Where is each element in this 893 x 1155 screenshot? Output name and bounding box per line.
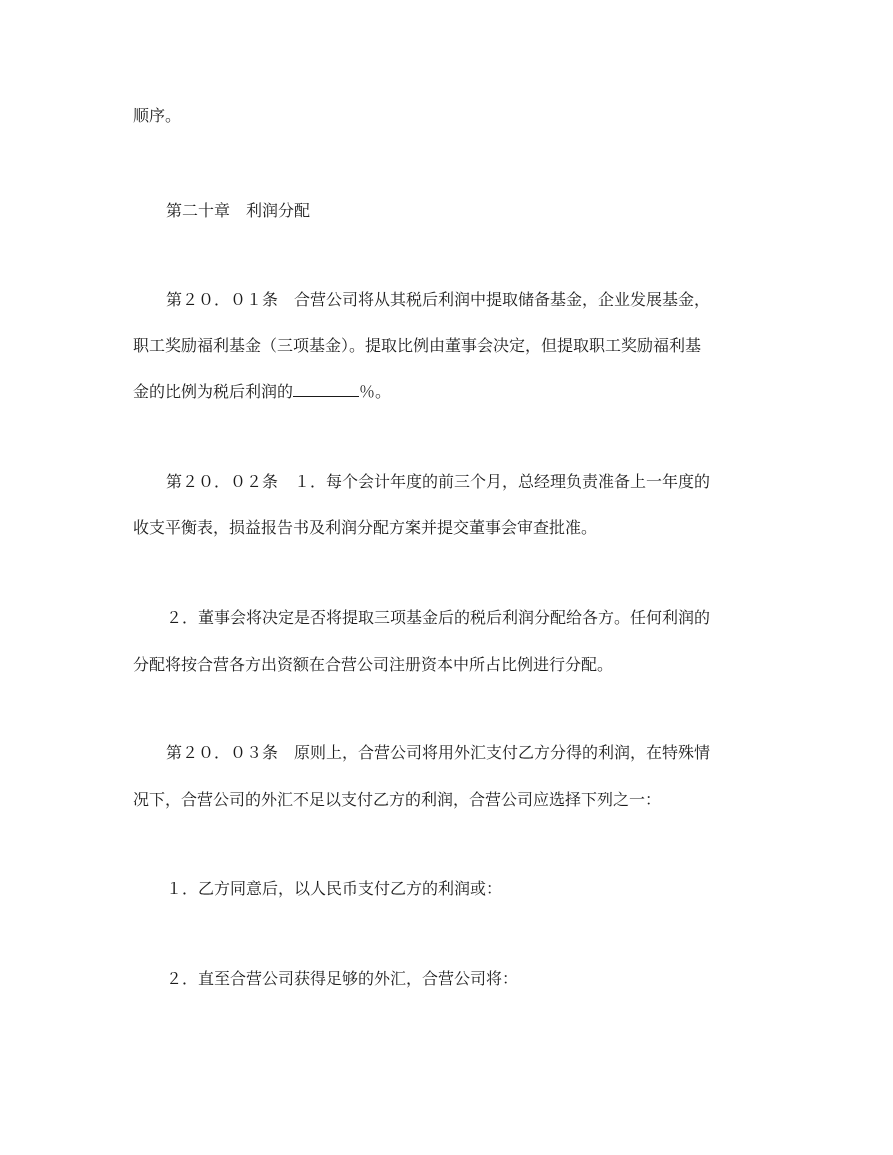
article-20-02-line-1: 第２０．０２条 １．每个会计年度的前三个月，总经理负责准备上一年度的 [166, 472, 711, 491]
article-20-02-line-2: 收支平衡表，损益报告书及利润分配方案并提交董事会审查批准。 [133, 518, 598, 537]
article-20-01-line-1: 第２０．０１条 合营公司将从其税后利润中提取储备基金，企业发展基金， [166, 290, 711, 309]
percentage-suffix: ％。 [359, 382, 392, 401]
article-20-03-line-2: 况下，合营公司的外汇不足以支付乙方的利润，合营公司应选择下列之一： [133, 790, 662, 809]
article-20-02-item-2-line-2: 分配将按合营各方出资额在合营公司注册资本中所占比例进行分配。 [133, 655, 614, 674]
option-1-line: １．乙方同意后，以人民币支付乙方的利润或： [166, 879, 503, 898]
percentage-blank [293, 382, 359, 397]
article-20-03-line-1: 第２０．０３条 原则上，合营公司将用外汇支付乙方分得的利润，在特殊情 [166, 743, 711, 762]
article-20-02-item-2-line-1: ２．董事会将决定是否将提取三项基金后的税后利润分配给各方。任何利润的 [166, 608, 711, 627]
option-2-line: ２．直至合营公司获得足够的外汇，合营公司将： [166, 969, 519, 988]
article-20-01-line-3 [133, 382, 773, 402]
article-20-01-text: 金的比例为税后利润的 [133, 382, 294, 401]
article-20-01-line-2: 职工奖励福利基金（三项基金）。提取比例由董事会决定，但提取职工奖励福利基 [133, 336, 702, 355]
chapter-heading: 第二十章 利润分配 [166, 201, 311, 220]
paragraph-line: 顺序。 [133, 106, 182, 125]
